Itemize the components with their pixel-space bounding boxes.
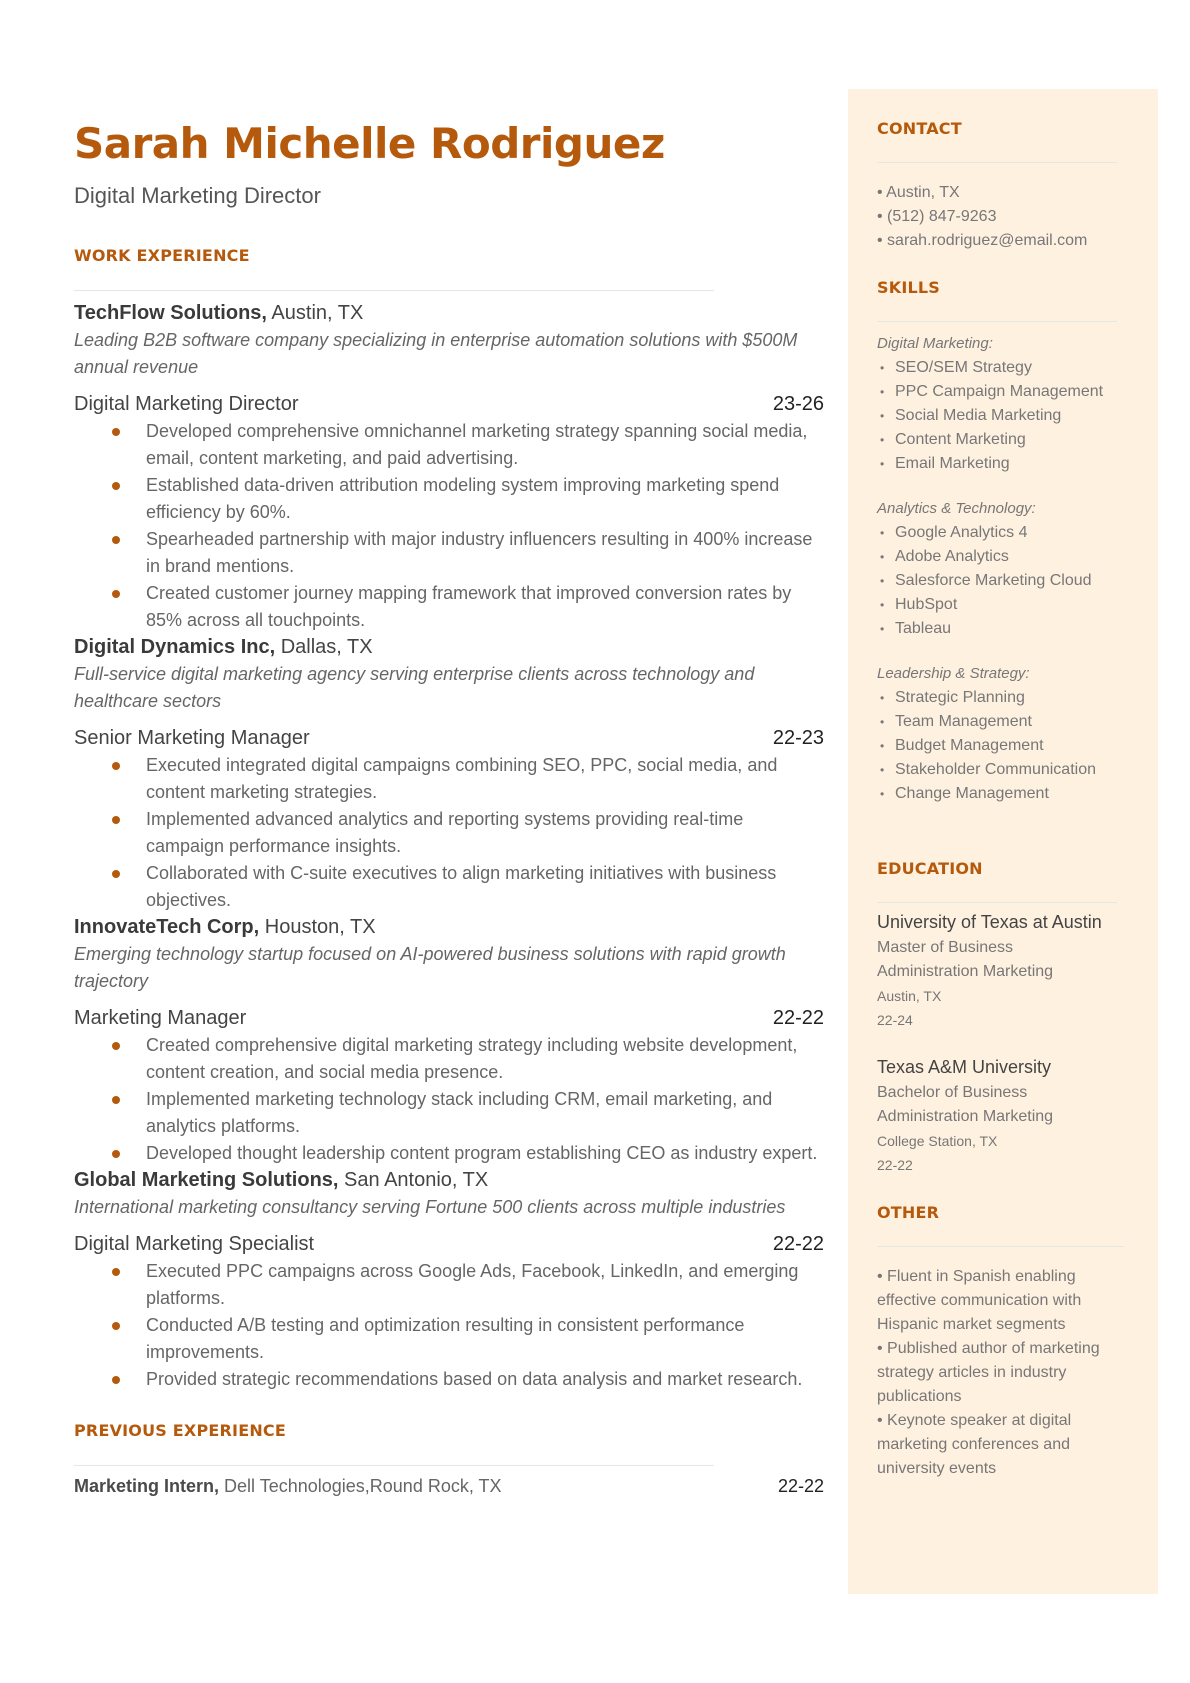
company-location: Houston, TX bbox=[259, 916, 376, 938]
job-entry bbox=[74, 1167, 824, 1393]
achievement-item bbox=[74, 1366, 824, 1393]
role-row bbox=[74, 725, 824, 751]
company-description: International marketing consultancy serving Fortune 500 clients across multiple industries bbox=[74, 1197, 786, 1217]
bullet-icon bbox=[112, 1042, 120, 1050]
achievement-text: Executed PPC campaigns across Google Ads, Facebook, LinkedIn, and emerging platforms. bbox=[146, 1261, 799, 1308]
skill-item: • Content Marketing bbox=[877, 428, 1158, 452]
skill-item: • Stakeholder Communication bbox=[877, 758, 1158, 782]
role-dates: 22-23 bbox=[772, 727, 824, 749]
skill-items bbox=[877, 356, 1158, 476]
sidebar bbox=[848, 89, 1158, 1594]
achievement-text: Conducted A/B testing and optimization resulting in consistent performance improvements. bbox=[146, 1315, 745, 1362]
company-description: Emerging technology startup focused on AI-powered business solutions with rapid growth trajectory bbox=[74, 944, 786, 991]
skills-heading: SKILLS bbox=[877, 278, 940, 297]
skill-item: • Salesforce Marketing Cloud bbox=[877, 569, 1158, 593]
school-name: Texas A&M University bbox=[877, 1057, 1052, 1077]
achievement-text: Created customer journey mapping framework that improved conversion rates by 85% across all touchpoints. bbox=[146, 583, 792, 630]
skill-category-name: Digital Marketing: bbox=[877, 335, 993, 352]
skill-item: • Change Management bbox=[877, 782, 1158, 806]
divider bbox=[877, 162, 1117, 163]
school-location: Austin, TX bbox=[877, 988, 942, 1004]
achievement-list bbox=[74, 752, 824, 914]
company-line bbox=[74, 1167, 824, 1193]
achievement-item bbox=[74, 1312, 824, 1366]
school-name: University of Texas at Austin bbox=[877, 912, 1102, 932]
skill-category bbox=[877, 662, 1158, 806]
achievement-text: Implemented advanced analytics and reporting systems providing real-time campaign performance insights. bbox=[146, 809, 744, 856]
bullet-icon bbox=[112, 816, 120, 824]
company-name: Global Marketing Solutions, bbox=[74, 1169, 339, 1191]
previous-experience-heading: PREVIOUS EXPERIENCE bbox=[74, 1421, 286, 1440]
divider bbox=[877, 321, 1117, 322]
job-list bbox=[74, 300, 824, 1393]
achievement-text: Spearheaded partnership with major industry influencers resulting in 400% increase in brand mentions. bbox=[146, 529, 813, 576]
bullet-icon bbox=[112, 1268, 120, 1276]
contact-email: • sarah.rodriguez@email.com bbox=[877, 232, 1088, 249]
bullet-icon bbox=[112, 536, 120, 544]
achievement-list bbox=[74, 1032, 824, 1167]
company-description: Leading B2B software company specializing in enterprise automation solutions with $500M annual revenue bbox=[74, 330, 798, 377]
skill-item: • PPC Campaign Management bbox=[877, 380, 1158, 404]
previous-company: Dell Technologies,Round Rock, TX bbox=[219, 1476, 502, 1496]
bullet-icon bbox=[112, 1322, 120, 1330]
achievement-item bbox=[74, 1258, 824, 1312]
company-line bbox=[74, 634, 824, 660]
skill-item: • SEO/SEM Strategy bbox=[877, 356, 1158, 380]
job-entry bbox=[74, 300, 824, 634]
divider bbox=[74, 1465, 714, 1466]
candidate-title: Digital Marketing Director bbox=[74, 183, 321, 208]
achievement-text: Executed integrated digital campaigns combining SEO, PPC, social media, and content marketing strategies. bbox=[146, 755, 778, 802]
skill-category-name: Analytics & Technology: bbox=[877, 500, 1036, 517]
skill-item: • Adobe Analytics bbox=[877, 545, 1158, 569]
main-column bbox=[74, 118, 824, 1498]
previous-job bbox=[74, 1474, 824, 1498]
role-title: Marketing Manager bbox=[74, 1007, 247, 1029]
role-dates: 22-22 bbox=[772, 1007, 824, 1029]
bullet-icon bbox=[112, 1150, 120, 1158]
contact-list bbox=[877, 181, 1158, 253]
job-entry bbox=[74, 914, 824, 1167]
education-dates: 22-24 bbox=[877, 1012, 913, 1028]
achievement-text: Created comprehensive digital marketing strategy including website development, content creation, and social media presence. bbox=[146, 1035, 798, 1082]
achievement-text: Provided strategic recommendations based on data analysis and market research. bbox=[146, 1369, 803, 1389]
company-description: Full-service digital marketing agency serving enterprise clients across technology and healthcare sectors bbox=[74, 664, 755, 711]
company-line bbox=[74, 914, 824, 940]
company-location: Austin, TX bbox=[266, 302, 364, 324]
contact-location: • Austin, TX bbox=[877, 184, 960, 201]
previous-dates: 22-22 bbox=[777, 1476, 824, 1496]
bullet-icon bbox=[112, 870, 120, 878]
role-row bbox=[74, 1005, 824, 1031]
achievement-item bbox=[74, 580, 824, 634]
divider bbox=[877, 902, 1117, 903]
company-name: TechFlow Solutions, bbox=[74, 302, 267, 324]
school-location: College Station, TX bbox=[877, 1133, 998, 1149]
bullet-icon bbox=[112, 482, 120, 490]
role-row bbox=[74, 391, 824, 417]
skill-item: • Tableau bbox=[877, 617, 1158, 641]
skill-item: • Team Management bbox=[877, 710, 1158, 734]
skill-item: • HubSpot bbox=[877, 593, 1158, 617]
achievement-list bbox=[74, 418, 824, 634]
bullet-icon bbox=[112, 428, 120, 436]
contact-heading: CONTACT bbox=[877, 119, 962, 138]
achievement-item bbox=[74, 526, 824, 580]
company-line bbox=[74, 300, 824, 326]
skill-items bbox=[877, 686, 1158, 806]
other-list bbox=[877, 1265, 1158, 1481]
skills-list bbox=[877, 332, 1158, 806]
degree: Bachelor of Business Administration Marketing bbox=[877, 1084, 1054, 1125]
work-experience-heading: WORK EXPERIENCE bbox=[74, 246, 250, 265]
company-name: Digital Dynamics Inc, bbox=[74, 636, 276, 658]
company-name: InnovateTech Corp, bbox=[74, 916, 260, 938]
education-entry bbox=[877, 909, 1158, 1032]
achievement-item bbox=[74, 1086, 824, 1140]
bullet-icon bbox=[112, 1096, 120, 1104]
other-item: • Keynote speaker at digital marketing conferences and university events bbox=[877, 1412, 1072, 1477]
role-dates: 22-22 bbox=[772, 1233, 824, 1255]
candidate-name: Sarah Michelle Rodriguez bbox=[74, 119, 665, 168]
bullet-icon bbox=[112, 590, 120, 598]
achievement-item bbox=[74, 752, 824, 806]
other-heading: OTHER bbox=[877, 1203, 940, 1222]
achievement-text: Collaborated with C-suite executives to align marketing initiatives with business objectives. bbox=[146, 863, 777, 910]
achievement-text: Established data-driven attribution modeling system improving marketing spend efficiency by 60%. bbox=[146, 475, 780, 522]
skill-item: • Strategic Planning bbox=[877, 686, 1158, 710]
divider bbox=[877, 1246, 1124, 1247]
other-item: • Fluent in Spanish enabling effective communication with Hispanic market segments bbox=[877, 1268, 1082, 1333]
role-dates: 23-26 bbox=[772, 393, 824, 415]
achievement-list bbox=[74, 1258, 824, 1393]
divider bbox=[74, 290, 714, 291]
job-entry bbox=[74, 634, 824, 914]
role-row bbox=[74, 1231, 824, 1257]
skill-item: • Email Marketing bbox=[877, 452, 1158, 476]
skill-item: • Google Analytics 4 bbox=[877, 521, 1158, 545]
role-title: Senior Marketing Manager bbox=[74, 727, 310, 749]
achievement-item bbox=[74, 860, 824, 914]
company-location: San Antonio, TX bbox=[338, 1169, 489, 1191]
skill-items bbox=[877, 521, 1158, 641]
education-list bbox=[877, 909, 1158, 1177]
achievement-item bbox=[74, 1140, 824, 1167]
education-dates: 22-22 bbox=[877, 1157, 913, 1173]
skill-category bbox=[877, 497, 1158, 641]
degree: Master of Business Administration Marketing bbox=[877, 939, 1054, 980]
achievement-text: Developed comprehensive omnichannel marketing strategy spanning social media, email, content marketing, and paid advertising. bbox=[146, 421, 808, 468]
skill-category bbox=[877, 332, 1158, 476]
role-title: Digital Marketing Specialist bbox=[74, 1233, 315, 1255]
skill-category-name: Leadership & Strategy: bbox=[877, 665, 1030, 682]
achievement-item bbox=[74, 806, 824, 860]
skill-item: • Budget Management bbox=[877, 734, 1158, 758]
company-location: Dallas, TX bbox=[275, 636, 373, 658]
achievement-item bbox=[74, 418, 824, 472]
other-item: • Published author of marketing strategy articles in industry publications bbox=[877, 1340, 1100, 1405]
achievement-item bbox=[74, 1032, 824, 1086]
skill-item: • Social Media Marketing bbox=[877, 404, 1158, 428]
bullet-icon bbox=[112, 1376, 120, 1384]
achievement-text: Developed thought leadership content program establishing CEO as industry expert. bbox=[146, 1143, 818, 1163]
role-title: Digital Marketing Director bbox=[74, 393, 299, 415]
contact-phone: • (512) 847-9263 bbox=[877, 208, 997, 225]
education-entry bbox=[877, 1054, 1158, 1177]
education-heading: EDUCATION bbox=[877, 859, 983, 878]
bullet-icon bbox=[112, 762, 120, 770]
achievement-item bbox=[74, 472, 824, 526]
achievement-text: Implemented marketing technology stack including CRM, email marketing, and analytics platforms. bbox=[146, 1089, 773, 1136]
previous-role: Marketing Intern, bbox=[74, 1476, 220, 1496]
